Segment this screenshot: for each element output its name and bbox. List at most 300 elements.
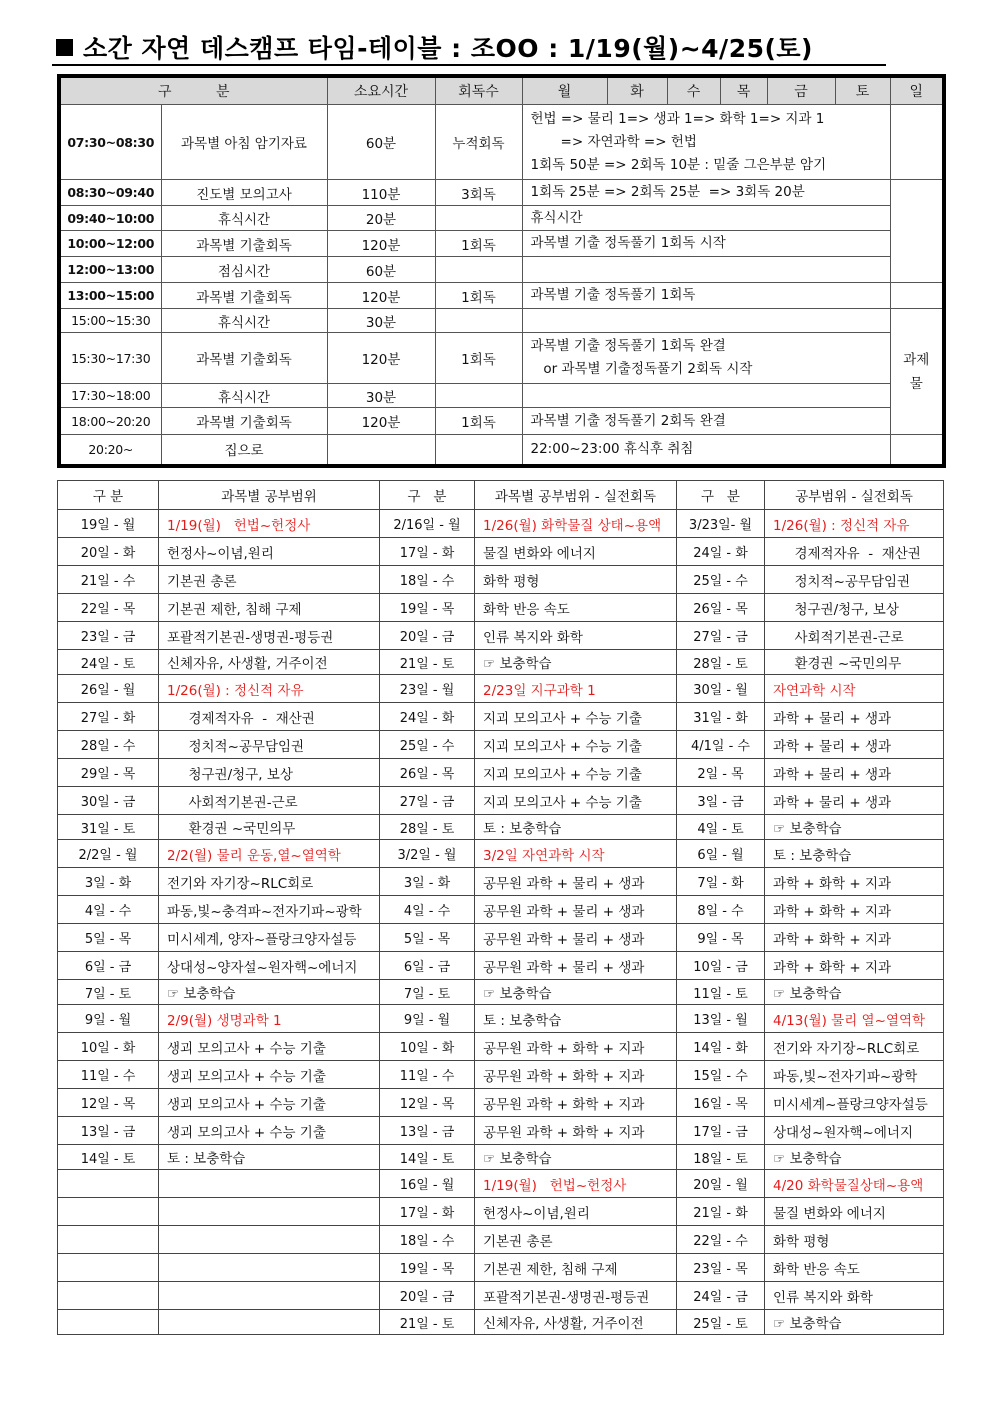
scope-cell-1 [159,1226,380,1254]
duration: 120분 [327,333,435,384]
activity: 휴식시간 [161,206,327,231]
scope-cell-1 [159,1310,380,1335]
date-cell-1: 20일 - 화 [58,538,159,566]
study-plan-row [58,650,944,675]
scope-cell-2: 공무원 과학 + 화학 + 지과 [475,1061,677,1089]
scope-cell-2: 1/19(월) 헌법~헌정사 [475,1170,677,1198]
activity: 과목별 기출회독 [161,408,327,435]
date-cell-2: 21일 - 토 [380,650,475,675]
study-plan-row [58,952,944,980]
scope-cell-3: 미시세계~플랑크양자설등 [765,1089,944,1117]
study-plan-row [58,731,944,759]
date-cell-3: 10일 - 금 [677,952,765,980]
date-cell-1 [58,1198,159,1226]
scope-cell-3: 화학 평형 [765,1226,944,1254]
date-cell-3: 6일 - 월 [677,840,765,868]
study-plan-row [58,703,944,731]
date-cell-3: 9일 - 목 [677,924,765,952]
date-cell-2: 21일 - 토 [380,1310,475,1335]
date-cell-2: 26일 - 목 [380,759,475,787]
header-day-tue: 화 [607,76,667,105]
scope-cell-2: 3/2일 자연과학 시작 [475,840,677,868]
scope-cell-3: 과학 + 물리 + 생과 [765,703,944,731]
time-slot: 09:40~10:00 [59,206,161,231]
study-plan-row [58,1145,944,1170]
study-plan-row [58,1089,944,1117]
activity: 과목별 기출회독 [161,231,327,257]
date-cell-2: 24일 - 화 [380,703,475,731]
duration: 20분 [327,206,435,231]
scope-cell-1: 생괴 모의고사 + 수능 기출 [159,1033,380,1061]
date-cell-3: 21일 - 화 [677,1198,765,1226]
scope-cell-2: 신체자유, 사생활, 거주이전 [475,1310,677,1335]
date-cell-3: 23일 - 목 [677,1254,765,1282]
scope-cell-2: 공무원 과학 + 물리 + 생과 [475,924,677,952]
study-plan-row [58,924,944,952]
activity: 점심시간 [161,257,327,283]
header-date-2: 구 분 [380,481,475,510]
activity: 과목별 아침 암기자료 [161,105,327,180]
date-cell-1: 22일 - 목 [58,594,159,622]
reading-count [435,309,522,333]
scope-cell-2: 물질 변화와 에너지 [475,538,677,566]
date-cell-2: 20일 - 금 [380,622,475,650]
scope-cell-1: 생괴 모의고사 + 수능 기출 [159,1089,380,1117]
reading-count [435,257,522,283]
scope-cell-1: 기본권 제한, 침해 구제 [159,594,380,622]
scope-cell-2: 지괴 모의고사 + 수능 기출 [475,731,677,759]
date-cell-1: 24일 - 토 [58,650,159,675]
reading-count: 누적회독 [435,105,522,180]
duration: 60분 [327,257,435,283]
date-cell-3: 16일 - 목 [677,1089,765,1117]
timetable-row [59,105,944,180]
study-plan-row [58,1254,944,1282]
date-cell-3: 4/1일 - 수 [677,731,765,759]
date-cell-3: 3/23일- 월 [677,510,765,538]
study-plan-row [58,1117,944,1145]
weekday-detail: 헌법 => 물리 1=> 생과 1=> 화학 1=> 지과 1 => 자연과학 => 헌법 1회독 50분 => 2회독 10분 : 밑줄 그은부분 암기 [522,105,890,180]
reading-count: 1회독 [435,283,522,309]
scope-cell-3: 화학 반응 속도 [765,1254,944,1282]
time-slot: 18:00~20:20 [59,408,161,435]
scope-cell-2: 토 : 보충학습 [475,1005,677,1033]
study-plan-row [58,1310,944,1335]
scope-cell-3: ☞ 보충학습 [765,815,944,840]
scope-cell-1: 청구권/청구, 보상 [159,759,380,787]
scope-cell-2: 공무원 과학 + 물리 + 생과 [475,868,677,896]
duration: 110분 [327,180,435,206]
reading-count [435,435,522,466]
sunday-cell [890,180,944,283]
time-slot: 20:20~ [59,435,161,466]
scope-cell-1: 기본권 총론 [159,566,380,594]
date-cell-1: 11일 - 수 [58,1061,159,1089]
scope-cell-3: 경제적자유 - 재산권 [765,538,944,566]
weekday-detail: 과목별 기출 정독풀기 1회독 [522,283,890,309]
date-cell-3: 27일 - 금 [677,622,765,650]
date-cell-2: 23일 - 월 [380,675,475,703]
study-plan-row [58,1170,944,1198]
scope-cell-1: 미시세계, 양자~플랑크양자설등 [159,924,380,952]
duration: 30분 [327,309,435,333]
date-cell-3: 24일 - 금 [677,1282,765,1310]
scope-cell-3: 인류 복지와 화학 [765,1282,944,1310]
time-slot: 10:00~12:00 [59,231,161,257]
scope-cell-2: 지괴 모의고사 + 수능 기출 [475,787,677,815]
scope-cell-3: 환경권 ~국민의무 [765,650,944,675]
header-scope-1: 과목별 공부범위 [159,481,380,510]
weekday-detail: 과목별 기출 정독풀기 1회독 시작 [522,231,890,257]
date-cell-2: 18일 - 수 [380,1226,475,1254]
scope-cell-2: ☞ 보충학습 [475,1145,677,1170]
scope-cell-3: 상대성~원자핵~에너지 [765,1117,944,1145]
scope-cell-1: 파동,빛~충격파~전자기파~광학 [159,896,380,924]
study-plan-row [58,840,944,868]
timetable-row [59,283,944,309]
study-plan-row [58,594,944,622]
study-plan-table [57,480,944,1335]
header-day-thu: 목 [720,76,767,105]
scope-cell-3: 과학 + 화학 + 지과 [765,924,944,952]
study-plan-row [58,538,944,566]
scope-cell-2: 기본권 총론 [475,1226,677,1254]
scope-cell-1: 신체자유, 사생활, 거주이전 [159,650,380,675]
duration: 120분 [327,231,435,257]
study-plan-header-row [58,481,944,510]
date-cell-1: 29일 - 목 [58,759,159,787]
scope-cell-1: 토 : 보충학습 [159,1145,380,1170]
header-scope-3: 공부범위 - 실전회독 [765,481,944,510]
timetable-row [59,333,944,384]
scope-cell-2: 화학 평형 [475,566,677,594]
timetable-row [59,408,944,435]
date-cell-2: 25일 - 수 [380,731,475,759]
date-cell-3: 17일 - 금 [677,1117,765,1145]
date-cell-2: 19일 - 목 [380,594,475,622]
timetable-row [59,206,944,231]
date-cell-2: 19일 - 목 [380,1254,475,1282]
study-plan-row [58,622,944,650]
timetable-row [59,309,944,333]
study-plan-row [58,566,944,594]
date-cell-3: 14일 - 화 [677,1033,765,1061]
date-cell-2: 12일 - 목 [380,1089,475,1117]
header-date-3: 구 분 [677,481,765,510]
date-cell-1: 12일 - 목 [58,1089,159,1117]
scope-cell-2: 1/26(월) 화학물질 상태~용액 [475,510,677,538]
study-plan-row [58,1226,944,1254]
duration [327,435,435,466]
scope-cell-3: 청구권/청구, 보상 [765,594,944,622]
date-cell-2: 5일 - 목 [380,924,475,952]
scope-cell-3: ☞ 보충학습 [765,1145,944,1170]
scope-cell-3: ☞ 보충학습 [765,1310,944,1335]
scope-cell-2: 공무원 과학 + 물리 + 생과 [475,952,677,980]
study-plan-row [58,510,944,538]
scope-cell-2: ☞ 보충학습 [475,650,677,675]
timetable-row [59,435,944,466]
activity: 휴식시간 [161,309,327,333]
date-cell-2: 14일 - 토 [380,1145,475,1170]
duration: 120분 [327,283,435,309]
date-cell-1: 13일 - 금 [58,1117,159,1145]
date-cell-2: 17일 - 화 [380,1198,475,1226]
scope-cell-3: 전기와 자기장~RLC회로 [765,1033,944,1061]
scope-cell-2: 화학 반응 속도 [475,594,677,622]
sunday-cell [890,105,944,180]
date-cell-1: 21일 - 수 [58,566,159,594]
date-cell-3: 4일 - 토 [677,815,765,840]
scope-cell-3: 1/26(월) : 정신적 자유 [765,510,944,538]
header-day-fri: 금 [767,76,835,105]
date-cell-3: 22일 - 수 [677,1226,765,1254]
date-cell-1: 2/2일 - 월 [58,840,159,868]
header-day-sat: 토 [835,76,890,105]
scope-cell-1: 2/9(월) 생명과학 1 [159,1005,380,1033]
scope-cell-1 [159,1198,380,1226]
date-cell-1: 7일 - 토 [58,980,159,1005]
date-cell-1 [58,1226,159,1254]
activity: 진도별 모의고사 [161,180,327,206]
weekday-detail: 1회독 25분 => 2회독 25분 => 3회독 20분 [522,180,890,206]
date-cell-3: 31일 - 화 [677,703,765,731]
date-cell-3: 30일 - 월 [677,675,765,703]
scope-cell-3: 과학 + 화학 + 지과 [765,952,944,980]
scope-cell-3: 과학 + 물리 + 생과 [765,787,944,815]
scope-cell-1: 2/2(월) 물리 운동,열~열역학 [159,840,380,868]
study-plan-row [58,896,944,924]
date-cell-3: 26일 - 목 [677,594,765,622]
date-cell-1 [58,1170,159,1198]
reading-count [435,206,522,231]
header-duration: 소요시간 [327,76,435,105]
date-cell-3: 11일 - 토 [677,980,765,1005]
date-cell-1: 3일 - 화 [58,868,159,896]
date-cell-1: 31일 - 토 [58,815,159,840]
timetable-row [59,180,944,206]
study-plan-row [58,675,944,703]
activity: 과목별 기출회독 [161,333,327,384]
reading-count: 1회독 [435,333,522,384]
date-cell-1 [58,1254,159,1282]
scope-cell-3: ☞ 보충학습 [765,980,944,1005]
sunday-cell [890,283,944,309]
scope-cell-2: ☞ 보충학습 [475,980,677,1005]
scope-cell-3: 파동,빛~전자기파~광학 [765,1061,944,1089]
scope-cell-1: 정치적~공무담임권 [159,731,380,759]
scope-cell-2: 공무원 과학 + 화학 + 지과 [475,1089,677,1117]
date-cell-2: 17일 - 화 [380,538,475,566]
date-cell-3: 18일 - 토 [677,1145,765,1170]
timetable-row [59,257,944,283]
header-date-1: 구 분 [58,481,159,510]
date-cell-1: 6일 - 금 [58,952,159,980]
date-cell-3: 20일 - 월 [677,1170,765,1198]
date-cell-2: 9일 - 월 [380,1005,475,1033]
scope-cell-3: 자연과학 시작 [765,675,944,703]
scope-cell-1: 생괴 모의고사 + 수능 기출 [159,1061,380,1089]
scope-cell-1 [159,1282,380,1310]
time-slot: 17:30~18:00 [59,384,161,408]
reading-count: 1회독 [435,408,522,435]
scope-cell-2: 포괄적기본권-생명권-평등권 [475,1282,677,1310]
scope-cell-3: 정치적~공무담임권 [765,566,944,594]
date-cell-1 [58,1310,159,1335]
date-cell-3: 2일 - 목 [677,759,765,787]
date-cell-1: 10일 - 화 [58,1033,159,1061]
date-cell-2: 3/2일 - 월 [380,840,475,868]
date-cell-1: 30일 - 금 [58,787,159,815]
date-cell-3: 25일 - 토 [677,1310,765,1335]
scope-cell-2: 2/23일 지구과학 1 [475,675,677,703]
date-cell-2: 16일 - 월 [380,1170,475,1198]
scope-cell-1: 포괄적기본권-생명권-평등권 [159,622,380,650]
scope-cell-1: 사회적기본권-근로 [159,787,380,815]
date-cell-3: 8일 - 수 [677,896,765,924]
sunday-note: 과제 물 [890,309,944,435]
date-cell-2: 20일 - 금 [380,1282,475,1310]
activity: 집으로 [161,435,327,466]
scope-cell-1: ☞ 보충학습 [159,980,380,1005]
page-title-text: 소간 자연 데스캠프 타임-테이블 : 조OO : 1/19(월)~4/25(토) [83,34,813,63]
header-reading-count: 회독수 [435,76,522,105]
date-cell-3: 28일 - 토 [677,650,765,675]
scope-cell-1: 경제적자유 - 재산권 [159,703,380,731]
scope-cell-2: 공무원 과학 + 화학 + 지과 [475,1033,677,1061]
date-cell-1: 14일 - 토 [58,1145,159,1170]
time-slot: 15:00~15:30 [59,309,161,333]
scope-cell-1: 환경권 ~국민의무 [159,815,380,840]
date-cell-3: 25일 - 수 [677,566,765,594]
activity: 휴식시간 [161,384,327,408]
scope-cell-2: 지괴 모의고사 + 수능 기출 [475,703,677,731]
date-cell-3: 15일 - 수 [677,1061,765,1089]
date-cell-1: 28일 - 수 [58,731,159,759]
scope-cell-3: 과학 + 화학 + 지과 [765,896,944,924]
date-cell-2: 7일 - 토 [380,980,475,1005]
timetable-header-row [59,76,944,105]
reading-count: 3회독 [435,180,522,206]
header-scope-2: 과목별 공부범위 - 실전회독 [475,481,677,510]
date-cell-3: 3일 - 금 [677,787,765,815]
scope-cell-3: 4/20 화학물질상태~용액 [765,1170,944,1198]
scope-cell-2: 토 : 보충학습 [475,815,677,840]
study-plan-row [58,759,944,787]
date-cell-1: 5일 - 목 [58,924,159,952]
study-plan-row [58,787,944,815]
study-plan-row [58,1061,944,1089]
date-cell-2: 18일 - 수 [380,566,475,594]
scope-cell-2: 지괴 모의고사 + 수능 기출 [475,759,677,787]
sunday-cell [890,435,944,466]
scope-cell-2: 공무원 과학 + 물리 + 생과 [475,896,677,924]
study-plan-row [58,1005,944,1033]
date-cell-1: 23일 - 금 [58,622,159,650]
scope-cell-1: 1/19(월) 헌법~헌정사 [159,510,380,538]
date-cell-1: 27일 - 화 [58,703,159,731]
date-cell-1: 4일 - 수 [58,896,159,924]
scope-cell-3: 과학 + 화학 + 지과 [765,868,944,896]
scope-cell-3: 4/13(월) 물리 열~열역학 [765,1005,944,1033]
header-category: 구 분 [59,76,327,105]
time-slot: 08:30~09:40 [59,180,161,206]
scope-cell-1: 상대성~양자설~원자핵~에너지 [159,952,380,980]
date-cell-2: 10일 - 화 [380,1033,475,1061]
scope-cell-2: 인류 복지와 화학 [475,622,677,650]
study-plan-row [58,1282,944,1310]
date-cell-2: 28일 - 토 [380,815,475,840]
scope-cell-2: 기본권 제한, 침해 구제 [475,1254,677,1282]
date-cell-2: 3일 - 화 [380,868,475,896]
time-slot: 13:00~15:00 [59,283,161,309]
header-day-mon: 월 [522,76,607,105]
time-slot: 12:00~13:00 [59,257,161,283]
date-cell-1: 19일 - 월 [58,510,159,538]
header-day-wed: 수 [667,76,720,105]
weekday-detail: 과목별 기출 정독풀기 1회독 완결 or 과목별 기출정독풀기 2회독 시작 [522,333,890,384]
date-cell-2: 6일 - 금 [380,952,475,980]
header-day-sun: 일 [890,76,944,105]
black-square-icon [56,39,73,56]
scope-cell-1 [159,1254,380,1282]
timetable-row [59,384,944,408]
scope-cell-1: 전기와 자기장~RLC회로 [159,868,380,896]
date-cell-2: 4일 - 수 [380,896,475,924]
daily-timetable [57,74,946,468]
study-plan-row [58,815,944,840]
weekday-detail [522,384,890,408]
date-cell-2: 27일 - 금 [380,787,475,815]
scope-cell-2: 공무원 과학 + 화학 + 지과 [475,1117,677,1145]
date-cell-3: 7일 - 화 [677,868,765,896]
date-cell-2: 13일 - 금 [380,1117,475,1145]
date-cell-1 [58,1282,159,1310]
scope-cell-3: 물질 변화와 에너지 [765,1198,944,1226]
weekday-detail: 과목별 기출 정독풀기 2회독 완결 [522,408,890,435]
scope-cell-1 [159,1170,380,1198]
scope-cell-3: 과학 + 물리 + 생과 [765,731,944,759]
scope-cell-1: 헌정사~이념,원리 [159,538,380,566]
weekday-detail [522,309,890,333]
date-cell-3: 24일 - 화 [677,538,765,566]
date-cell-1: 9일 - 월 [58,1005,159,1033]
scope-cell-3: 과학 + 물리 + 생과 [765,759,944,787]
duration: 60분 [327,105,435,180]
weekday-detail: 휴식시간 [522,206,890,231]
scope-cell-3: 토 : 보충학습 [765,840,944,868]
duration: 120분 [327,408,435,435]
scope-cell-2: 헌정사~이념,원리 [475,1198,677,1226]
timetable-row [59,231,944,257]
study-plan-row [58,1198,944,1226]
study-plan-row [58,980,944,1005]
scope-cell-1: 생괴 모의고사 + 수능 기출 [159,1117,380,1145]
reading-count: 1회독 [435,231,522,257]
date-cell-3: 13일 - 월 [677,1005,765,1033]
weekday-detail: 22:00~23:00 휴식후 취침 [522,435,890,466]
date-cell-2: 2/16일 - 월 [380,510,475,538]
page-title [52,34,886,66]
activity: 과목별 기출회독 [161,283,327,309]
time-slot: 15:30~17:30 [59,333,161,384]
study-plan-row [58,1033,944,1061]
scope-cell-1: 1/26(월) : 정신적 자유 [159,675,380,703]
date-cell-1: 26일 - 월 [58,675,159,703]
scope-cell-3: 사회적기본권-근로 [765,622,944,650]
time-slot: 07:30~08:30 [59,105,161,180]
date-cell-2: 11일 - 수 [380,1061,475,1089]
